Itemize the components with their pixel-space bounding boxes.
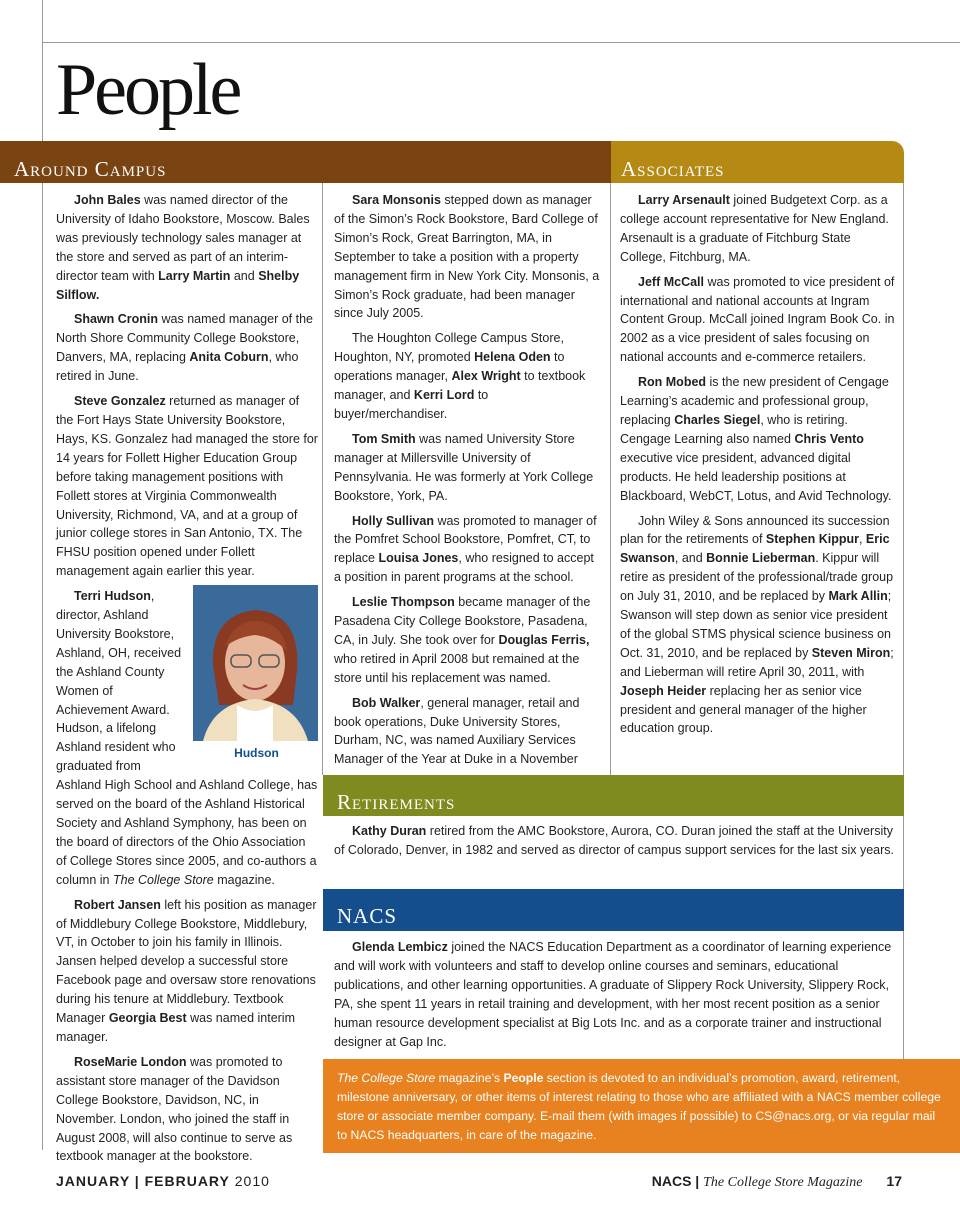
article-monsonis: Sara Monsonis stepped down as manager of the Simon’s Rock Bookstore, Bard College of Simon’s Rock, Great Barrington, MA, in September to take a position with a property management firm in New York City. Monsonis, a Simon’s Rock graduate, had been manager since July 2005. bbox=[334, 193, 600, 321]
page-top-rule bbox=[42, 42, 960, 43]
section-header-nacs: NACS bbox=[323, 889, 904, 931]
associates-column bbox=[620, 191, 896, 744]
submission-notice: The College Store magazine’s People section is devoted to an individual’s promotion, award, retirement, milestone anniversary, or other items of interest relating to those who are affiliated with a NACS member college store or associate member company. E-mail them (with images if possible) to CS@nacs.org, or via regular mail to NACS headquarters, in care of the magazine. bbox=[323, 1059, 960, 1153]
hudson-portrait-photo bbox=[193, 585, 318, 741]
section-header-around-campus: Around Campus bbox=[0, 141, 611, 183]
article-jansen: Robert Jansen left his position as manager of Middlebury College Bookstore, Middlebury, VT, in October to join his family in Illinois. Jansen helped develop a successful store Facebook page and oversaw store renovations during his tenure at Middlebury. Textbook Manager Georgia Best was named interim manager. bbox=[56, 897, 317, 1044]
article-mccall: Jeff McCall was promoted to vice president of international and national accounts at Ingram Content Group. McCall joined Ingram Book Co. in 2002 as a vice president of sales focusing on national accounts and e-commerce retailers. bbox=[620, 274, 895, 365]
around-campus-column-1 bbox=[56, 191, 318, 1172]
photo-caption: Hudson bbox=[234, 746, 279, 761]
footer-publication: NACS | The College Store Magazine 17 bbox=[651, 1173, 902, 1190]
footer-issue-date: JANUARY | FEBRUARY 2010 bbox=[56, 1173, 270, 1189]
article-bales: John Bales was named director of the University of Idaho Bookstore, Moscow. Bales was previously technology sales manager at the store and served as part of an interim-director team with Larry Martin and Shelby Silflow. bbox=[56, 193, 310, 302]
article-london: RoseMarie London was promoted to assistant store manager of the Davidson College Bookstore, Davidson, NC, in November. London, who joined the staff in August 2008, will also continue to serve as textbook manager at the bookstore. bbox=[56, 1054, 293, 1164]
article-hudson: Terri Hudson, director, Ashland University Bookstore, Ashland, OH, received the Ashland County Women of Achievement Award. Hudson, a lifelong Ashland resident who graduated from Ashland High School and Ashland College, has served on the board of the Ashland Historical Society and Ashland Symphony, has been on the board of directors of the Ohio Association of College Stores since 2005, and co-authors a column in The College Store magazine. bbox=[56, 589, 318, 887]
section-header-retirements: Retirements bbox=[323, 775, 904, 816]
article-gonzalez: Steve Gonzalez returned as manager of the Fort Hays State University Bookstore, Hays, KS. Gonzalez had managed the store for 14 years for Follett Higher Education Group before taking management positions with Follett stores at Virginia Commonwealth University, Richmond, VA, and at a group of junior college stores in San Antonio, TX. The FHSU position opened under Follett management again earlier this year. bbox=[56, 394, 318, 579]
column-divider bbox=[610, 183, 611, 775]
page-title: People bbox=[56, 49, 240, 131]
column-divider bbox=[322, 183, 323, 775]
article-mobed: Ron Mobed is the new president of Cengage Learning’s academic and professional group, replacing Charles Siegel, who is retiring. Cengage Learning also named Chris Vento executive vice president, advanced digital products. He held leadership positions at Blackboard, WebCT, Lotus, and Avid Technology. bbox=[620, 375, 892, 503]
article-thompson: Leslie Thompson became manager of the Pasadena City College Bookstore, Pasadena, CA, in July. She took over for Douglas Ferris, who retired in April 2008 but remained at the store until his replacement was named. bbox=[334, 595, 591, 685]
nacs-body bbox=[334, 938, 894, 1052]
article-houghton: The Houghton College Campus Store, Houghton, NY, promoted Helena Oden to operations manager, Alex Wright to textbook manager, and Kerri Lord to buyer/merchandiser. bbox=[334, 331, 586, 421]
article-walker: Bob Walker, general manager, retail and book operations, Duke University Stores, Durham, NC, was named Auxiliary Services Manager of the Year at Duke in a November bbox=[334, 695, 580, 767]
page-number: 17 bbox=[886, 1173, 902, 1189]
article-smith: Tom Smith was named University Store manager at Millersville University of Pennsylvania. He was formerly at York College Bookstore, York, PA. bbox=[334, 431, 594, 503]
retirements-body bbox=[334, 822, 894, 860]
article-wiley: John Wiley & Sons announced its succession plan for the retirements of Stephen Kippur, Eric Swanson, and Bonnie Lieberman. Kippur will retire as president of the professional/trade group on July 31, 2010, and be replaced by Mark Allin; Swanson will step down as senior vice president of the global STMS physical science business on Oct. 31, 2010, and be replaced by Steven Miron; and Lieberman will retire April 30, 2011, with Joseph Heider replacing her as senior vice president and general manager of the higher education group. bbox=[620, 513, 894, 736]
article-cronin: Shawn Cronin was named manager of the North Shore Community College Bookstore, Danvers, MA, replacing Anita Coburn, who retired in June. bbox=[56, 312, 313, 384]
article-duran: Kathy Duran retired from the AMC Bookstore, Aurora, CO. Duran joined the staff at the University of Colorado, Denver, in 1982 and served as director of campus support services for the last six years. bbox=[334, 824, 894, 857]
article-arsenault: Larry Arsenault joined Budgetext Corp. as a college account representative for New England. Arsenault is a graduate of Fitchburg State College, Fitchburg, MA. bbox=[620, 193, 889, 264]
article-lembicz: Glenda Lembicz joined the NACS Education Department as a coordinator of learning experience and will work with volunteers and staff to develop online courses and seminars, educational publications, and other learning opportunities. A graduate of Slippery Rock University, Slippery Rock, PA, she spent 11 years in retail training and development, with her most recent position as a senior human resource development specialist at Big Lots Inc. and as a corporate trainer and instructional designer at Gap Inc. bbox=[334, 940, 892, 1049]
hudson-photo-figure bbox=[193, 585, 320, 763]
section-header-associates: Associates bbox=[611, 141, 904, 183]
around-campus-column-2 bbox=[334, 191, 604, 794]
article-sullivan: Holly Sullivan was promoted to manager of the Pomfret School Bookstore, Pomfret, CT, to replace Louisa Jones, who resigned to accept a position in parent programs at the school. bbox=[334, 513, 597, 585]
